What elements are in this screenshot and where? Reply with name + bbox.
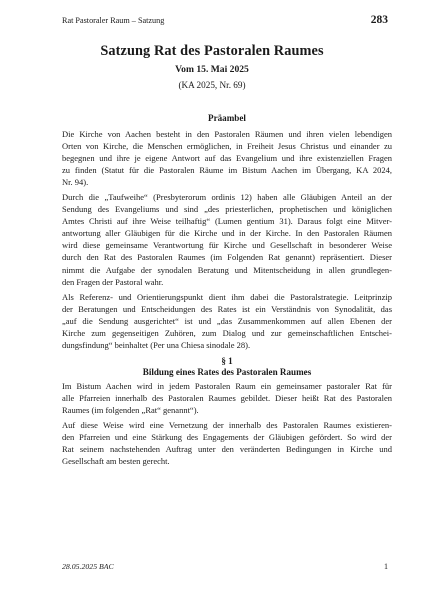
preamble-paragraph-3 [62,291,392,351]
text-line: den Pfarreien und eine Stärkung des Engagements der Gläubigen gefördert. So wird der [62,432,392,443]
text-line: Die Kirche von Aachen besteht in den Pastoralen Räumen und ihren vielen lebendigen [62,129,392,139]
running-header [62,14,388,30]
section-1-number: § 1 [221,355,233,366]
preamble-paragraph-1 [62,128,392,188]
text-line: durch den Rat des Pastoralen Raumes (im Folgenden Rat genannt) repräsentiert. Dieser [62,252,392,263]
text-line: Kirche zum gegenseitigen Zuhören, zum Dialog und zur gemeinschaftlichen Entschei- [62,327,392,338]
document-title: Satzung Rat des Pastoralen Raumes [100,43,324,59]
text-line: Orten von Kirche, die Menschen ermöglichen, in Freiheit Jesus Christus und einander zu [62,141,392,152]
text-line: Nr. 94). [62,177,89,188]
text-line: alle Pfarreien innerhalb des Pastoralen Raumes gebildet. Dieser heißt Rat des Pastoralen [62,392,392,403]
section-1-paragraph-2 [62,419,392,467]
document-date: Vom 15. Mai 2025 [175,64,249,75]
text-line: Amtes Christi auf ihre Weise teilhaftig“ (Lumen gentium 31). Daraus folgt eine Mitver- [62,216,392,227]
footer-date: 28.05.2025 BAC [62,562,114,571]
text-line: begegnen und ihre je eigene Antwort auf das Evangelium und ihre existenziellen Fragen [62,153,392,164]
text-line: nimmt die Aufgabe der synodalen Beratung und Mitentscheidung in allen grundlegen- [62,264,392,275]
text-line: Im Bistum Aachen wird in jedem Pastoralen Raum ein gemeinsamer pastoraler Rat für [62,380,392,391]
text-line: dungsfindung“ beinhaltet (Per una Chiesa sinodale 28). [62,339,251,350]
text-line: zu finden (Statut für die Pastoralen Räume im Bistum Aachen im Übergang, KA 2024, [62,165,392,176]
page-number: 283 [370,14,388,26]
text-line: der Beratungen und Entscheidungen des Rates ist ein Verständnis von Synodalität, das [62,303,392,314]
text-line: Rat seinem nachstehenden Auftrag unter den veränderten Bedingungen in Kirche und [62,444,392,455]
section-1-title: Bildung eines Rates des Pastoralen Raumes [142,366,312,377]
text-line: antwortung aller Gläubigen für die Kirche und in der Kirche. In den Pastoralen Räumen [62,228,392,239]
text-line: Als Referenz- und Orientierungspunkt dient ihm dabei die Pastoralstrategie. Leitprinzip [62,291,392,302]
section-1-paragraph-1 [62,380,392,416]
preamble-heading: Präambel [208,113,246,123]
document-reference: (KA 2025, Nr. 69) [178,80,246,90]
text-line: wird diese gemeinsame Verantwortung für Kirche und Gesellschaft in besonderer Weise [62,240,392,251]
text-line: Auf diese Weise wird eine Vernetzung der innerhalb des Pastoralen Raumes existieren- [62,419,392,430]
text-line: Raumes (im folgenden „Rat“ genannt“). [62,404,199,415]
text-line: Durch die „Taufweihe“ (Presbyterorum ordinis 12) haben alle Gläubigen Anteil an der [62,192,392,203]
footer-page-number: 1 [384,562,388,571]
text-line: Gesellschaft am besten gerecht. [62,456,170,467]
document-body [62,113,392,467]
preamble-paragraph-2 [62,191,392,287]
text-line: den Fragen der Pastoral wahr. [62,276,164,287]
running-header-title: Rat Pastoraler Raum – Satzung [62,16,165,25]
page-footer [62,562,388,574]
text-line: „auf die Sendung ausgerichtet“ ist und „das Zusammenkommen auf allen Ebenen der [62,315,392,326]
text-line: Sendung des Evangeliums und sind „des priesterlichen, prophetischen und königlichen [62,204,392,215]
